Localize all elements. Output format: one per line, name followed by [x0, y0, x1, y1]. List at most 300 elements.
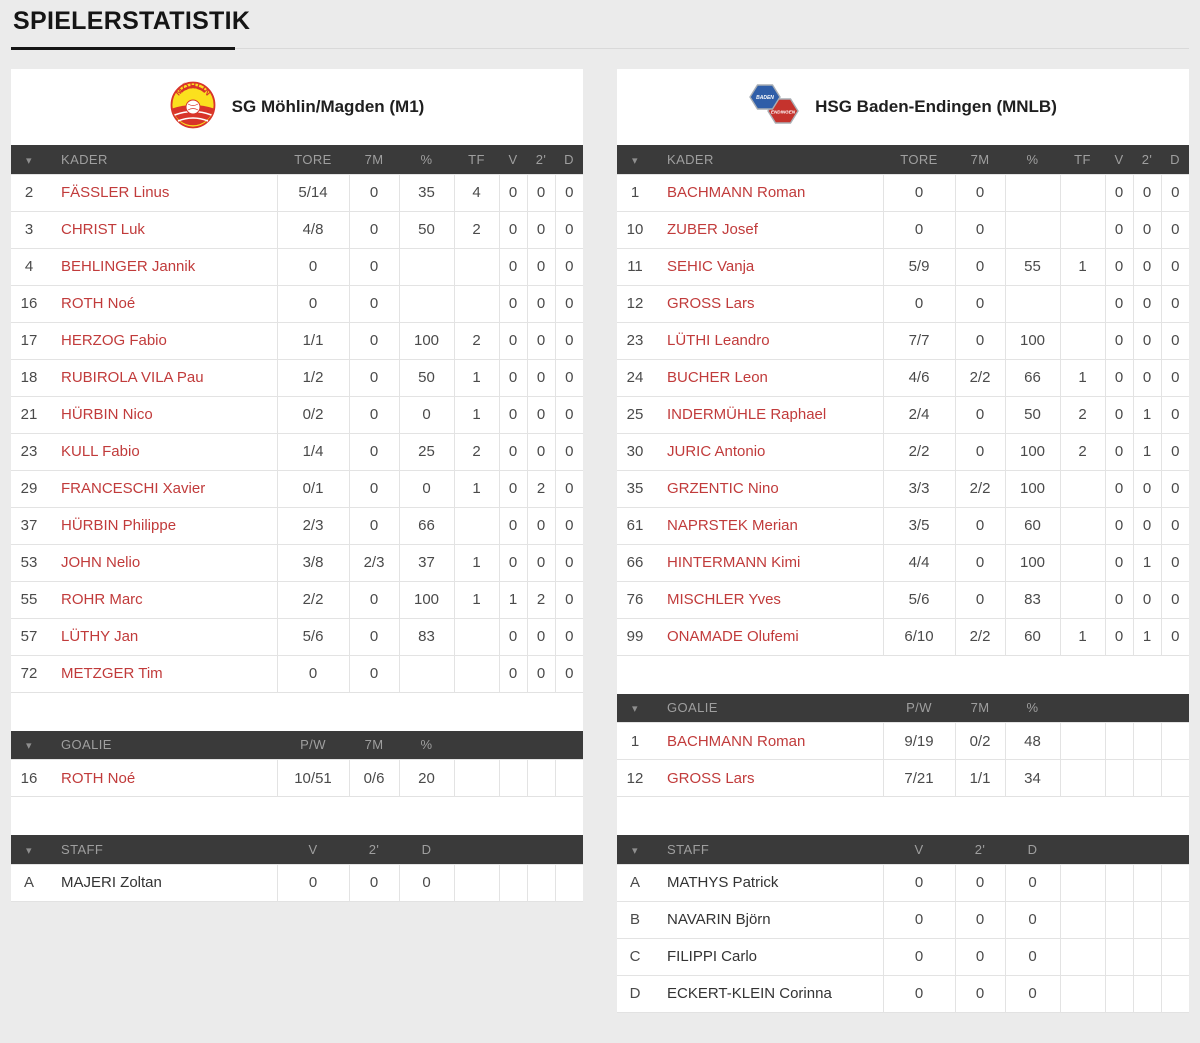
stat-cell: 0	[1005, 975, 1060, 1012]
team-name: SG Möhlin/Magden (M1)	[231, 97, 425, 116]
collapse-caret-icon[interactable]: ▾	[632, 703, 638, 716]
stat-cell: 0	[1161, 581, 1189, 618]
stat-cell: 0	[955, 901, 1005, 938]
goalie-table	[11, 731, 583, 798]
stat-cell: 1/1	[277, 322, 349, 359]
stat-cell: 0	[1161, 248, 1189, 285]
svg-text:BADEN: BADEN	[756, 94, 774, 101]
player-number: 23	[11, 433, 47, 470]
stat-cell: 0	[349, 174, 399, 211]
stat-cell	[499, 864, 527, 901]
column-header	[527, 835, 555, 864]
column-header: TF	[454, 145, 499, 174]
column-header	[555, 731, 583, 760]
stat-cell: 0	[1133, 322, 1161, 359]
stat-cell: 0	[349, 470, 399, 507]
stat-cell	[499, 760, 527, 797]
stat-cell: 5/9	[883, 248, 955, 285]
table-row	[617, 544, 1189, 581]
column-header	[555, 835, 583, 864]
table-row	[11, 322, 583, 359]
table-row	[617, 359, 1189, 396]
stat-cell: 0	[527, 544, 555, 581]
stat-cell: 0	[555, 433, 583, 470]
stat-cell: 0	[1105, 581, 1133, 618]
stat-cell: 0	[1105, 359, 1133, 396]
collapse-caret-icon[interactable]: ▾	[26, 154, 32, 167]
stat-cell	[399, 285, 454, 322]
stat-cell: 0	[955, 433, 1005, 470]
player-name-link[interactable]: ECKERT-KLEIN Corinna	[653, 975, 883, 1012]
player-number: 25	[617, 396, 653, 433]
stat-cell: 0	[555, 507, 583, 544]
stat-cell: 1	[1060, 618, 1105, 655]
stat-cell: 0	[349, 285, 399, 322]
stat-cell: 1	[1133, 433, 1161, 470]
stat-cell	[527, 864, 555, 901]
player-number: 24	[617, 359, 653, 396]
player-name-link[interactable]: BEHLINGER Jannik	[47, 248, 277, 285]
stat-cell: 4/8	[277, 211, 349, 248]
table-row	[617, 174, 1189, 211]
stat-cell	[1161, 975, 1189, 1012]
stat-cell: 0	[527, 285, 555, 322]
stat-cell: 0	[1005, 938, 1060, 975]
table-row	[617, 618, 1189, 655]
stat-cell: 0	[1105, 396, 1133, 433]
player-name-link[interactable]: LÜTHI Leandro	[653, 322, 883, 359]
stat-cell: 60	[1005, 507, 1060, 544]
stat-cell	[1133, 723, 1161, 760]
stat-cell: 0	[1133, 507, 1161, 544]
stat-cell: 66	[399, 507, 454, 544]
stat-cell: 0	[1133, 174, 1161, 211]
stat-cell: 0	[555, 396, 583, 433]
stat-cell: 7/21	[883, 760, 955, 797]
player-number: 12	[617, 285, 653, 322]
collapse-caret-icon[interactable]: ▾	[632, 844, 638, 857]
player-number: 53	[11, 544, 47, 581]
stat-cell: 0	[1161, 433, 1189, 470]
stat-cell: 0	[1105, 470, 1133, 507]
stat-cell: 0	[349, 322, 399, 359]
stat-cell: 4	[454, 174, 499, 211]
column-header: P/W	[277, 731, 349, 760]
stat-cell: 0	[277, 285, 349, 322]
stat-cell: 0	[883, 285, 955, 322]
stat-cell: 0	[527, 655, 555, 692]
section-header-row	[617, 145, 1189, 174]
player-number: 76	[617, 581, 653, 618]
player-number: 11	[617, 248, 653, 285]
stat-cell: 1	[454, 581, 499, 618]
stat-cell: 100	[1005, 470, 1060, 507]
column-header: 7M	[955, 145, 1005, 174]
player-name-link[interactable]: GROSS Lars	[653, 760, 883, 797]
stat-cell: 0	[527, 618, 555, 655]
player-name-link[interactable]: LÜTHY Jan	[47, 618, 277, 655]
stat-cell: 3/5	[883, 507, 955, 544]
player-name-link[interactable]: GROSS Lars	[653, 285, 883, 322]
stat-cell: 0	[555, 655, 583, 692]
column-header: %	[399, 731, 454, 760]
column-header: D	[399, 835, 454, 864]
stat-cell: 0	[349, 248, 399, 285]
stat-cell: 0	[527, 211, 555, 248]
player-name-link[interactable]: BACHMANN Roman	[653, 174, 883, 211]
stat-cell: 50	[399, 211, 454, 248]
stat-cell	[1060, 723, 1105, 760]
player-number: 16	[11, 760, 47, 797]
stat-cell: 9/19	[883, 723, 955, 760]
player-number: 55	[11, 581, 47, 618]
stat-cell	[1133, 901, 1161, 938]
table-row	[617, 723, 1189, 760]
column-header: 7M	[955, 694, 1005, 723]
player-number: 30	[617, 433, 653, 470]
stat-cell: 0	[1161, 618, 1189, 655]
player-number: 37	[11, 507, 47, 544]
stat-cell: 0	[277, 655, 349, 692]
player-name-link[interactable]: JOHN Nelio	[47, 544, 277, 581]
stat-cell: 100	[1005, 544, 1060, 581]
stat-cell: 0	[399, 864, 454, 901]
table-row	[11, 174, 583, 211]
stat-cell: 0	[499, 211, 527, 248]
stat-cell: 20	[399, 760, 454, 797]
section-title: GOALIE	[47, 731, 277, 760]
stat-cell: 0	[1161, 211, 1189, 248]
stat-cell: 0	[883, 938, 955, 975]
stat-cell: 5/6	[277, 618, 349, 655]
stat-cell: 0	[955, 285, 1005, 322]
stat-cell	[1133, 975, 1161, 1012]
player-number: 10	[617, 211, 653, 248]
column-header	[1060, 835, 1105, 864]
player-name-link[interactable]: ROHR Marc	[47, 581, 277, 618]
player-name-link[interactable]: METZGER Tim	[47, 655, 277, 692]
stat-cell: 4/6	[883, 359, 955, 396]
player-name-link[interactable]: BUCHER Leon	[653, 359, 883, 396]
player-name-link[interactable]: FÄSSLER Linus	[47, 174, 277, 211]
stat-cell	[1060, 285, 1105, 322]
player-number: 1	[617, 174, 653, 211]
stat-cell	[454, 655, 499, 692]
stat-cell: 2	[1060, 396, 1105, 433]
section-title: KADER	[47, 145, 277, 174]
stat-cell	[1105, 723, 1133, 760]
stat-cell: 1/1	[955, 760, 1005, 797]
collapse-cell	[617, 694, 653, 723]
stat-cell: 0	[555, 322, 583, 359]
section-header-row	[617, 835, 1189, 864]
section-gap	[617, 656, 1189, 694]
staff-table	[11, 835, 583, 902]
stat-cell: 0/1	[277, 470, 349, 507]
table-row	[11, 396, 583, 433]
stat-cell: 1	[454, 396, 499, 433]
stat-cell: 50	[399, 359, 454, 396]
column-header: %	[399, 145, 454, 174]
stat-cell: 0	[527, 248, 555, 285]
stat-cell	[1133, 938, 1161, 975]
player-name-link[interactable]: HÜRBIN Philippe	[47, 507, 277, 544]
section-header-row	[11, 731, 583, 760]
stat-cell	[454, 507, 499, 544]
column-header: V	[277, 835, 349, 864]
stat-cell	[1005, 211, 1060, 248]
column-header: 2'	[1133, 145, 1161, 174]
section-header-row	[617, 694, 1189, 723]
stat-cell: 0	[555, 285, 583, 322]
column-header: 2'	[955, 835, 1005, 864]
player-name-link[interactable]: ROTH Noé	[47, 285, 277, 322]
stat-cell: 2	[454, 322, 499, 359]
column-header: TORE	[277, 145, 349, 174]
goalie-table	[617, 694, 1189, 798]
player-number: 12	[617, 760, 653, 797]
player-number: 72	[11, 655, 47, 692]
stat-cell	[1060, 938, 1105, 975]
stat-cell: 0	[349, 581, 399, 618]
stat-cell	[1161, 901, 1189, 938]
stat-cell: 3/3	[883, 470, 955, 507]
page-title: SPIELERSTATISTIK	[13, 7, 251, 35]
stat-cell: 0	[499, 655, 527, 692]
table-row	[617, 396, 1189, 433]
collapse-cell	[11, 731, 47, 760]
table-row	[617, 760, 1189, 797]
column-header: 7M	[349, 145, 399, 174]
player-name-link[interactable]: ONAMADE Olufemi	[653, 618, 883, 655]
stat-cell: 0	[1105, 507, 1133, 544]
stat-cell: 0/6	[349, 760, 399, 797]
stat-cell	[1060, 901, 1105, 938]
stat-cell	[454, 760, 499, 797]
table-row	[11, 211, 583, 248]
stat-cell: 2	[527, 470, 555, 507]
stat-cell: 0	[1105, 174, 1133, 211]
stat-cell	[1105, 901, 1133, 938]
player-name-link[interactable]: ZUBER Josef	[653, 211, 883, 248]
table-row	[11, 248, 583, 285]
stat-cell: 0	[955, 864, 1005, 901]
player-number: 23	[617, 322, 653, 359]
stat-cell: 5/6	[883, 581, 955, 618]
stat-cell: 48	[1005, 723, 1060, 760]
table-row	[617, 285, 1189, 322]
kader-table	[11, 145, 583, 693]
stat-cell	[454, 864, 499, 901]
stat-cell: 0	[1161, 322, 1189, 359]
stat-cell: 0	[499, 322, 527, 359]
player-name-link[interactable]: NAVARIN Björn	[653, 901, 883, 938]
column-header	[1105, 835, 1133, 864]
table-row	[617, 433, 1189, 470]
stat-cell: 0	[1133, 285, 1161, 322]
stat-cell: 0/2	[277, 396, 349, 433]
stat-cell: 0	[499, 396, 527, 433]
player-name-link[interactable]: INDERMÜHLE Raphael	[653, 396, 883, 433]
stat-cell: 0	[1161, 396, 1189, 433]
stat-cell: 0	[555, 359, 583, 396]
team-card-moehlin	[11, 69, 583, 902]
cards-row	[11, 69, 1189, 1013]
staff-table	[617, 835, 1189, 1013]
player-name-link[interactable]: CHRIST Luk	[47, 211, 277, 248]
player-name-link[interactable]: RUBIROLA VILA Pau	[47, 359, 277, 396]
stat-cell: 35	[399, 174, 454, 211]
stat-cell: 0	[1133, 359, 1161, 396]
moehlin-logo-icon	[170, 81, 216, 134]
column-header	[499, 731, 527, 760]
table-row	[11, 760, 583, 797]
player-name-link[interactable]: FILIPPI Carlo	[653, 938, 883, 975]
stat-cell: 0	[1133, 211, 1161, 248]
player-name-link[interactable]: HÜRBIN Nico	[47, 396, 277, 433]
stat-cell: 0	[499, 359, 527, 396]
table-row	[617, 938, 1189, 975]
stat-cell: 6/10	[883, 618, 955, 655]
stat-cell: 100	[399, 581, 454, 618]
section-header-row	[11, 145, 583, 174]
column-header: D	[1005, 835, 1060, 864]
stat-cell: 0	[399, 470, 454, 507]
player-name-link[interactable]: MATHYS Patrick	[653, 864, 883, 901]
stat-cell: 2/2	[955, 618, 1005, 655]
column-header	[454, 731, 499, 760]
stat-cell: 0	[1105, 285, 1133, 322]
stat-cell: 0	[883, 174, 955, 211]
column-header	[1133, 694, 1161, 723]
kader-table	[617, 145, 1189, 656]
stat-cell: 1	[454, 544, 499, 581]
stat-cell: 0	[1005, 864, 1060, 901]
stat-cell: 0	[349, 618, 399, 655]
column-header	[1161, 835, 1189, 864]
stat-cell: 0	[1105, 618, 1133, 655]
stat-cell: 5/14	[277, 174, 349, 211]
player-number: 35	[617, 470, 653, 507]
stat-cell: 0	[399, 396, 454, 433]
stat-cell	[399, 248, 454, 285]
column-header	[1161, 694, 1189, 723]
table-row	[617, 975, 1189, 1012]
stat-cell: 0	[277, 248, 349, 285]
stat-cell: 0	[955, 975, 1005, 1012]
table-row	[11, 655, 583, 692]
stat-cell: 0	[527, 359, 555, 396]
stat-cell: 0	[955, 322, 1005, 359]
player-name-link[interactable]: HERZOG Fabio	[47, 322, 277, 359]
player-name-link[interactable]: HINTERMANN Kimi	[653, 544, 883, 581]
stat-cell	[1105, 864, 1133, 901]
column-header	[1133, 835, 1161, 864]
stat-cell: 0	[1105, 211, 1133, 248]
stat-cell: 2/2	[955, 470, 1005, 507]
stat-cell: 0	[499, 544, 527, 581]
collapse-cell	[617, 835, 653, 864]
stat-cell: 0	[955, 581, 1005, 618]
stat-cell	[527, 760, 555, 797]
table-row	[617, 864, 1189, 901]
player-number: 18	[11, 359, 47, 396]
stat-cell: 1	[499, 581, 527, 618]
baden-endingen-logo-icon	[749, 82, 799, 133]
stat-cell: 2/4	[883, 396, 955, 433]
stat-cell	[1161, 938, 1189, 975]
stat-cell: 0	[555, 618, 583, 655]
stat-cell: 0	[1133, 248, 1161, 285]
stat-cell: 2/2	[955, 359, 1005, 396]
stat-cell: 0	[555, 174, 583, 211]
stat-cell: 0	[499, 248, 527, 285]
player-name-link[interactable]: MISCHLER Yves	[653, 581, 883, 618]
section-title: STAFF	[47, 835, 277, 864]
stat-cell	[1060, 864, 1105, 901]
stat-cell: 0	[349, 433, 399, 470]
player-name-link[interactable]: GRZENTIC Nino	[653, 470, 883, 507]
stat-cell: 0	[527, 396, 555, 433]
stat-cell: 1	[1133, 396, 1161, 433]
stat-cell: 0	[883, 211, 955, 248]
player-number: B	[617, 901, 653, 938]
stat-cell: 0	[555, 544, 583, 581]
stat-cell: 0	[1161, 174, 1189, 211]
column-header: %	[1005, 145, 1060, 174]
player-name-link[interactable]: MAJERI Zoltan	[47, 864, 277, 901]
stat-cell: 0	[349, 655, 399, 692]
stat-cell: 0	[349, 211, 399, 248]
player-name-link[interactable]: NAPRSTEK Merian	[653, 507, 883, 544]
player-name-link[interactable]: ROTH Noé	[47, 760, 277, 797]
collapse-caret-icon[interactable]: ▾	[26, 844, 32, 857]
player-name-link[interactable]: KULL Fabio	[47, 433, 277, 470]
player-name-link[interactable]: SEHIC Vanja	[653, 248, 883, 285]
stat-cell	[1005, 174, 1060, 211]
team-header	[11, 69, 583, 145]
player-name-link[interactable]: BACHMANN Roman	[653, 723, 883, 760]
stat-cell: 0	[955, 544, 1005, 581]
stat-cell: 25	[399, 433, 454, 470]
stat-cell: 0	[555, 211, 583, 248]
stat-cell	[1161, 760, 1189, 797]
player-name-link[interactable]: FRANCESCHI Xavier	[47, 470, 277, 507]
stat-cell: 0	[1133, 470, 1161, 507]
column-header: V	[499, 145, 527, 174]
player-number: 2	[11, 174, 47, 211]
player-number: A	[11, 864, 47, 901]
table-row	[11, 433, 583, 470]
stat-cell: 0	[883, 864, 955, 901]
collapse-caret-icon[interactable]: ▾	[26, 740, 32, 753]
section-gap	[11, 693, 583, 731]
stat-cell	[1060, 544, 1105, 581]
stat-cell: 83	[1005, 581, 1060, 618]
stat-cell: 100	[399, 322, 454, 359]
player-number: 16	[11, 285, 47, 322]
column-header: %	[1005, 694, 1060, 723]
collapse-caret-icon[interactable]: ▾	[632, 154, 638, 167]
stat-cell: 0	[349, 359, 399, 396]
column-header	[499, 835, 527, 864]
table-row	[617, 322, 1189, 359]
stat-cell	[1105, 760, 1133, 797]
player-name-link[interactable]: JURIC Antonio	[653, 433, 883, 470]
column-header: P/W	[883, 694, 955, 723]
stat-cell: 0	[555, 581, 583, 618]
stat-cell	[1060, 975, 1105, 1012]
